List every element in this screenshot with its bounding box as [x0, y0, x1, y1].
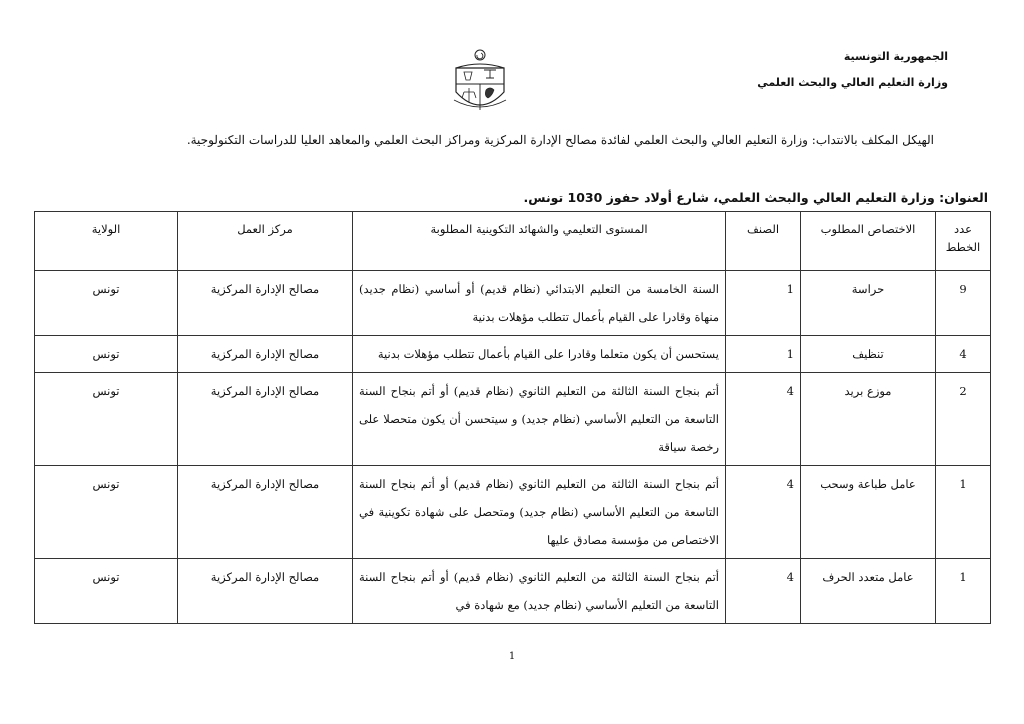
- cell-governorate: تونس: [35, 271, 178, 336]
- cell-grade: 4: [726, 559, 801, 624]
- cell-workplace: مصالح الإدارة المركزية: [178, 466, 353, 559]
- cell-grade: 4: [726, 373, 801, 466]
- cell-count: 9: [936, 271, 991, 336]
- positions-table: [34, 211, 991, 624]
- header-governorate: الولاية: [35, 212, 178, 271]
- cell-specialty: عامل متعدد الحرف: [801, 559, 936, 624]
- cell-governorate: تونس: [35, 559, 178, 624]
- cell-specialty: عامل طباعة وسحب: [801, 466, 936, 559]
- cell-count: 4: [936, 336, 991, 373]
- cell-count: 1: [936, 559, 991, 624]
- tunisia-coat-of-arms-icon: [452, 48, 508, 118]
- page-number: 1: [508, 651, 516, 662]
- address-line: العنوان: وزارة التعليم العالي والبحث العلمي، شارع أولاد حفوز 1030 تونس.: [523, 190, 988, 205]
- header-workplace: مركز العمل: [178, 212, 353, 271]
- header-specialty: الاختصاص المطلوب: [801, 212, 936, 271]
- cell-workplace: مصالح الإدارة المركزية: [178, 559, 353, 624]
- cell-governorate: تونس: [35, 466, 178, 559]
- cell-level: السنة الخامسة من التعليم الابتدائي (نظام قديم) أو أساسي (نظام جديد) منهاة وقادرا على القيام بأعمال تتطلب مؤهلات بدنية: [353, 271, 726, 336]
- table-row: [35, 271, 991, 336]
- table-header-row: [35, 212, 991, 271]
- document-header: [728, 44, 948, 96]
- header-grade: الصنف: [726, 212, 801, 271]
- republic-name: الجمهورية التونسية: [843, 50, 948, 63]
- header-level: المستوى التعليمي والشهائد التكوينية المطلوبة: [353, 212, 726, 271]
- cell-grade: 1: [726, 271, 801, 336]
- cell-count: 1: [936, 466, 991, 559]
- cell-level: يستحسن أن يكون متعلما وقادرا على القيام بأعمال تتطلب مؤهلات بدنية: [353, 336, 726, 373]
- recruiting-body-statement: الهيكل المكلف بالانتداب: وزارة التعليم العالي والبحث العلمي لفائدة مصالح الإدارة المركزية ومراكز البحث العلمي والمعاهد العليا للدراسات التكنولوجية.: [186, 133, 934, 147]
- cell-workplace: مصالح الإدارة المركزية: [178, 336, 353, 373]
- cell-specialty: تنظيف: [801, 336, 936, 373]
- header-count: عدد الخطط: [936, 212, 991, 271]
- cell-governorate: تونس: [35, 373, 178, 466]
- cell-specialty: حراسة: [801, 271, 936, 336]
- cell-level: أتم بنجاح السنة الثالثة من التعليم الثانوي (نظام قديم) أو أتم بنجاح السنة التاسعة من التعليم الأساسي (نظام جديد) و سيتحسن أن يكون متحصلا على رخصة سياقة: [353, 373, 726, 466]
- cell-level: أتم بنجاح السنة الثالثة من التعليم الثانوي (نظام قديم) أو أتم بنجاح السنة التاسعة من التعليم الأساسي (نظام جديد) ومتحصل على شهادة تكوينية في الاختصاص من مؤسسة مصادق عليها: [353, 466, 726, 559]
- table-row: [35, 373, 991, 466]
- ministry-name: وزارة التعليم العالي والبحث العلمي: [757, 76, 948, 89]
- cell-workplace: مصالح الإدارة المركزية: [178, 373, 353, 466]
- cell-count: 2: [936, 373, 991, 466]
- cell-level: أتم بنجاح السنة الثالثة من التعليم الثانوي (نظام قديم) أو أتم بنجاح السنة التاسعة من التعليم الأساسي (نظام جديد) مع شهادة في: [353, 559, 726, 624]
- cell-grade: 1: [726, 336, 801, 373]
- cell-grade: 4: [726, 466, 801, 559]
- table-row: [35, 336, 991, 373]
- table-row: [35, 559, 991, 624]
- cell-governorate: تونس: [35, 336, 178, 373]
- cell-workplace: مصالح الإدارة المركزية: [178, 271, 353, 336]
- cell-specialty: موزع بريد: [801, 373, 936, 466]
- table-row: [35, 466, 991, 559]
